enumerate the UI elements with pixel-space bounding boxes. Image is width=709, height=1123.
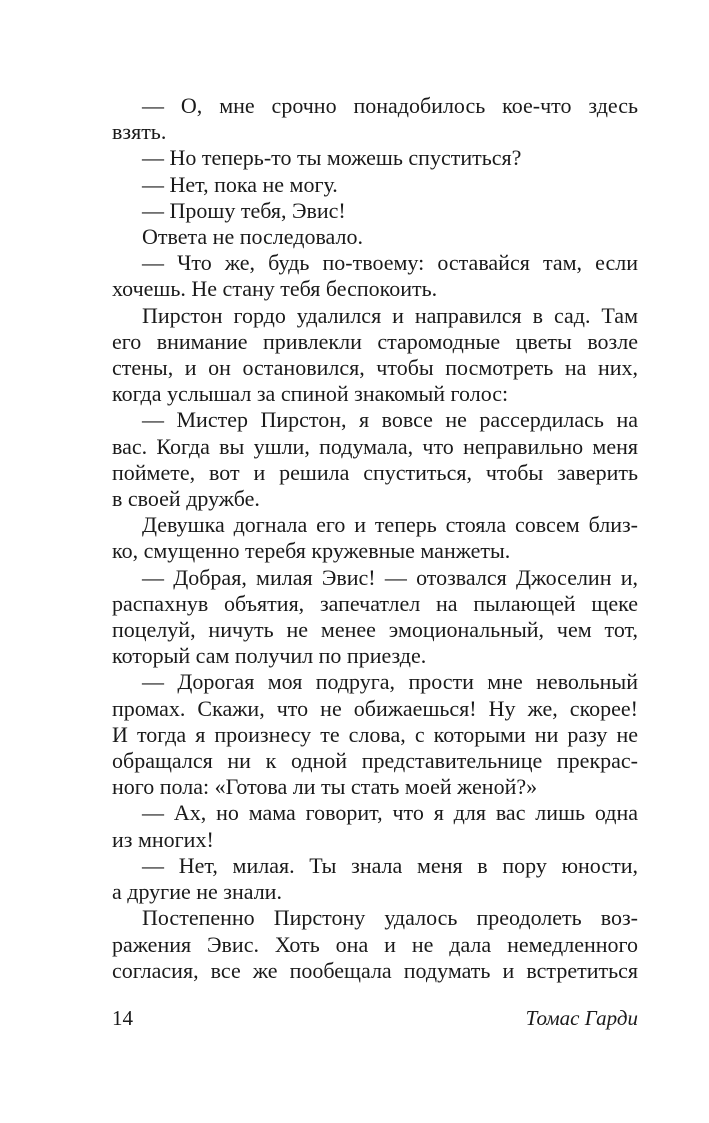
text-line: — Мистер Пирстон, я вовсе не рассердилась на — [142, 407, 638, 433]
text-line: согласия, все же пообещала подумать и встретиться — [112, 957, 638, 983]
text-line: Пирстон гордо удалился и направился в сад. Там — [142, 302, 638, 328]
running-footer-author: Томас Гарди — [525, 1006, 638, 1030]
text-line: когда услышал за спиной знакомый голос: — [112, 381, 509, 407]
text-line: хочешь. Не стану тебя беспокоить. — [112, 276, 438, 302]
text-line: ко, смущенно теребя кружевные манжеты. — [112, 538, 511, 564]
text-line: а другие не знали. — [112, 879, 282, 905]
text-line: Девушка догнала его и теперь стояла совсем близ- — [142, 512, 638, 538]
paragraph — [112, 145, 638, 171]
text-line: поцелуй, ничуть не менее эмоциональный, чем тот, — [112, 617, 638, 643]
paragraph — [112, 407, 638, 512]
paragraph — [112, 250, 638, 302]
text-line: распахнув объятия, запечатлел на пылающей щеке — [112, 590, 638, 616]
text-line: — Нет, милая. Ты знала меня в пору юности, — [142, 852, 638, 878]
text-line: его внимание привлекли старомодные цветы возле — [112, 328, 638, 354]
paragraph — [112, 565, 638, 670]
text-line: Ответа не последовало. — [142, 224, 363, 250]
page-body — [112, 93, 638, 984]
paragraph — [112, 93, 638, 145]
text-line: промах. Скажи, что не обижаешься! Ну же, скорее! — [112, 695, 638, 721]
paragraph — [112, 800, 638, 852]
text-line: — Но теперь-то ты можешь спуститься? — [142, 145, 522, 171]
text-line: — Нет, пока не могу. — [142, 171, 338, 197]
text-line: — Прошу тебя, Эвис! — [142, 197, 346, 223]
paragraph — [112, 224, 638, 250]
text-line: обращался ни к одной представительнице прекрас- — [112, 748, 638, 774]
paragraph — [112, 172, 638, 198]
text-line: поймете, вот и решила спуститься, чтобы заверить — [112, 459, 638, 485]
paragraph — [112, 669, 638, 800]
paragraph — [112, 512, 638, 564]
text-line: ного пола: «Готова ли ты стать моей женой?» — [112, 774, 538, 800]
text-line: ражения Эвис. Хоть она и не дала немедленного — [112, 931, 638, 957]
text-line: вас. Когда вы ушли, подумала, что неправильно меня — [112, 433, 638, 459]
paragraph — [112, 303, 638, 408]
text-line: из многих! — [112, 826, 214, 852]
text-line: взять. — [112, 119, 167, 145]
text-line: И тогда я произнесу те слова, с которыми ни разу не — [112, 721, 638, 747]
paragraph — [112, 905, 638, 984]
text-line: — Что же, будь по-твоему: оставайся там, если — [142, 250, 638, 276]
paragraph — [112, 198, 638, 224]
paragraph — [112, 853, 638, 905]
text-line: который сам получил по приезде. — [112, 643, 427, 669]
text-line: — Ах, но мама говорит, что я для вас лишь одна — [142, 800, 638, 826]
text-line: — Дорогая моя подруга, прости мне невольный — [142, 669, 638, 695]
text-line: стены, и он остановился, чтобы посмотреть на них, — [112, 355, 638, 381]
page-number: 14 — [112, 1006, 133, 1030]
text-line: в своей дружбе. — [112, 486, 260, 512]
text-line: Постепенно Пирстону удалось преодолеть воз- — [142, 905, 638, 931]
text-line: — О, мне срочно понадобилось кое-что здесь — [142, 93, 638, 118]
text-line: — Добрая, милая Эвис! — отозвался Джоселин и, — [142, 564, 638, 590]
